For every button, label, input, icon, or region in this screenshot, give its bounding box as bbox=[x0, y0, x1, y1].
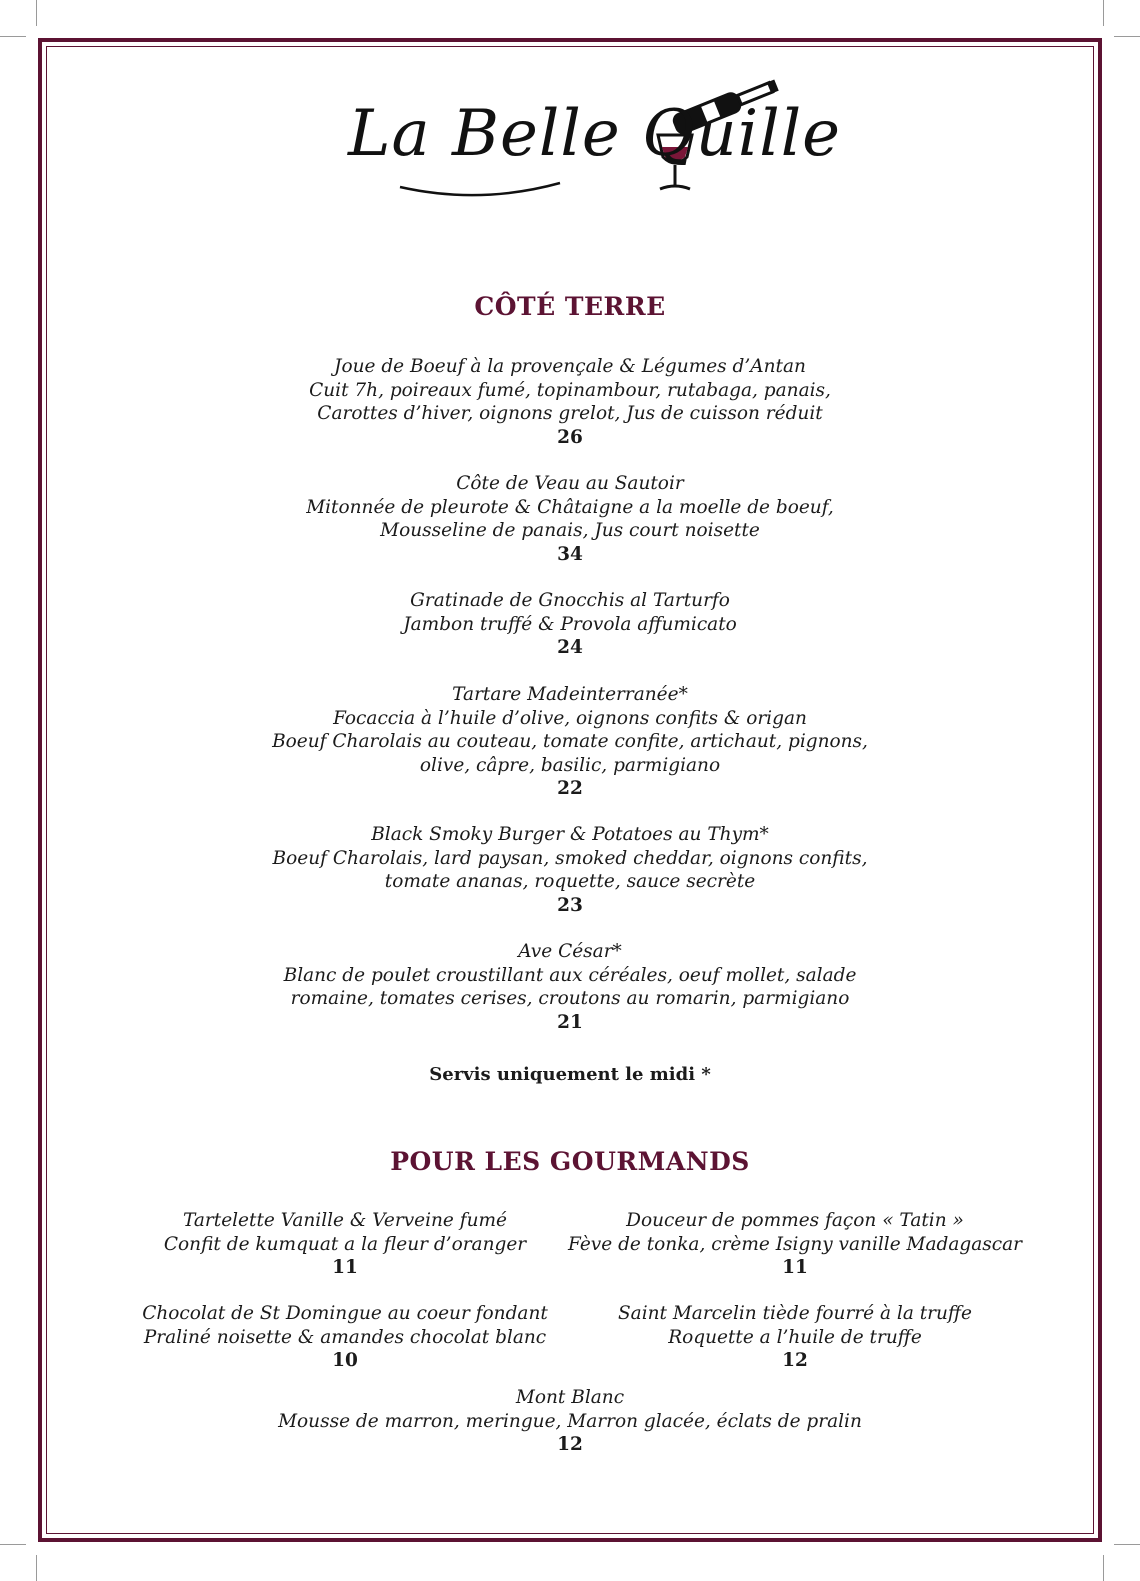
dish-price: 24 bbox=[557, 637, 583, 658]
dessert-price: 11 bbox=[332, 1257, 358, 1278]
crop-mark bbox=[36, 1555, 37, 1581]
dish-name: Black Smoky Burger & Potatoes au Thym* bbox=[371, 824, 769, 845]
dish-price: 22 bbox=[557, 778, 583, 799]
dish-description: Boeuf Charolais, lard paysan, smoked cheddar, oignons confits, bbox=[272, 847, 868, 869]
dessert-item bbox=[560, 1209, 1030, 1280]
dish-description: Mitonnée de pleurote & Châtaigne a la moelle de boeuf, bbox=[306, 496, 834, 518]
dish-price: 26 bbox=[557, 426, 583, 448]
dessert-description: Roquette a l’huile de truffe bbox=[668, 1326, 922, 1348]
dessert-item bbox=[110, 1302, 580, 1373]
restaurant-name: La Belle Quille bbox=[348, 97, 842, 171]
dish-name: Côte de Veau au Sautoir bbox=[456, 473, 684, 494]
dessert-description: Fève de tonka, crème Isigny vanille Madagascar bbox=[568, 1233, 1022, 1255]
dish-price: 23 bbox=[557, 894, 583, 916]
dish-name: Gratinade de Gnocchis al Tarturfo bbox=[410, 590, 730, 611]
dessert-price: 11 bbox=[782, 1257, 808, 1278]
dish-name: Joue de Boeuf à la provençale & Légumes d’Antan bbox=[334, 356, 806, 377]
menu-item bbox=[0, 355, 1140, 449]
dish-description: romaine, tomates cerises, croutons au romarin, parmigiano bbox=[290, 988, 850, 1009]
dish-description: Blanc de poulet croustillant aux céréales, oeuf mollet, salade bbox=[283, 964, 857, 986]
dish-description: olive, câpre, basilic, parmigiano bbox=[419, 754, 721, 776]
dessert-name: Tartelette Vanille & Verveine fumé bbox=[182, 1210, 508, 1231]
dessert-description: Mousse de marron, meringue, Marron glacée, éclats de pralin bbox=[278, 1410, 862, 1432]
crop-mark bbox=[0, 1544, 26, 1545]
crop-mark bbox=[1103, 1555, 1104, 1581]
dish-price: 21 bbox=[557, 1011, 583, 1033]
dish-price: 34 bbox=[557, 543, 583, 565]
dessert-item bbox=[110, 1209, 580, 1280]
crop-mark bbox=[0, 36, 26, 37]
dessert-price: 12 bbox=[782, 1350, 808, 1371]
crop-mark bbox=[1114, 1544, 1140, 1545]
crop-mark bbox=[1114, 36, 1140, 37]
dessert-price: 10 bbox=[332, 1350, 358, 1371]
menu-item bbox=[0, 683, 1140, 801]
dish-description: Focaccia à l’huile d’olive, oignons confits & origan bbox=[333, 707, 807, 729]
dish-name: Ave César* bbox=[518, 941, 622, 962]
crop-mark bbox=[36, 0, 37, 26]
dessert-name: Chocolat de St Domingue au coeur fondant bbox=[142, 1303, 548, 1324]
dish-description: Cuit 7h, poireaux fumé, topinambour, rutabaga, panais, bbox=[309, 379, 831, 401]
menu-item bbox=[0, 472, 1140, 566]
dish-name: Tartare Madeinterranée* bbox=[452, 684, 688, 705]
dessert-item bbox=[0, 1386, 1140, 1457]
dish-description: Carottes d’hiver, oignons grelot, Jus de cuisson réduit bbox=[317, 403, 823, 424]
dish-description: Mousseline de panais, Jus court noisette bbox=[380, 520, 760, 541]
dessert-name: Saint Marcelin tiède fourré à la truffe bbox=[618, 1303, 972, 1324]
dessert-item bbox=[560, 1302, 1030, 1373]
menu-item bbox=[0, 589, 1140, 660]
dessert-price: 12 bbox=[557, 1434, 583, 1455]
section-title-pour-les-gourmands: POUR LES GOURMANDS bbox=[390, 1147, 750, 1176]
crop-mark bbox=[1103, 0, 1104, 26]
section-title-cote-terre: CÔTÉ TERRE bbox=[474, 292, 666, 321]
dessert-name: Mont Blanc bbox=[515, 1387, 625, 1408]
dish-description: Jambon truffé & Provola affumicato bbox=[403, 613, 737, 635]
lunch-only-note: Servis uniquement le midi * bbox=[429, 1064, 711, 1085]
dessert-name: Douceur de pommes façon « Tatin » bbox=[626, 1210, 964, 1231]
dish-description: tomate ananas, roquette, sauce secrète bbox=[384, 871, 756, 892]
dish-description: Boeuf Charolais au couteau, tomate confite, artichaut, pignons, bbox=[272, 731, 868, 752]
menu-item bbox=[0, 940, 1140, 1034]
dessert-description: Praliné noisette & amandes chocolat blanc bbox=[143, 1326, 547, 1348]
dessert-description: Confit de kumquat a la fleur d’oranger bbox=[163, 1233, 527, 1255]
menu-item bbox=[0, 823, 1140, 917]
restaurant-logo bbox=[340, 55, 842, 205]
